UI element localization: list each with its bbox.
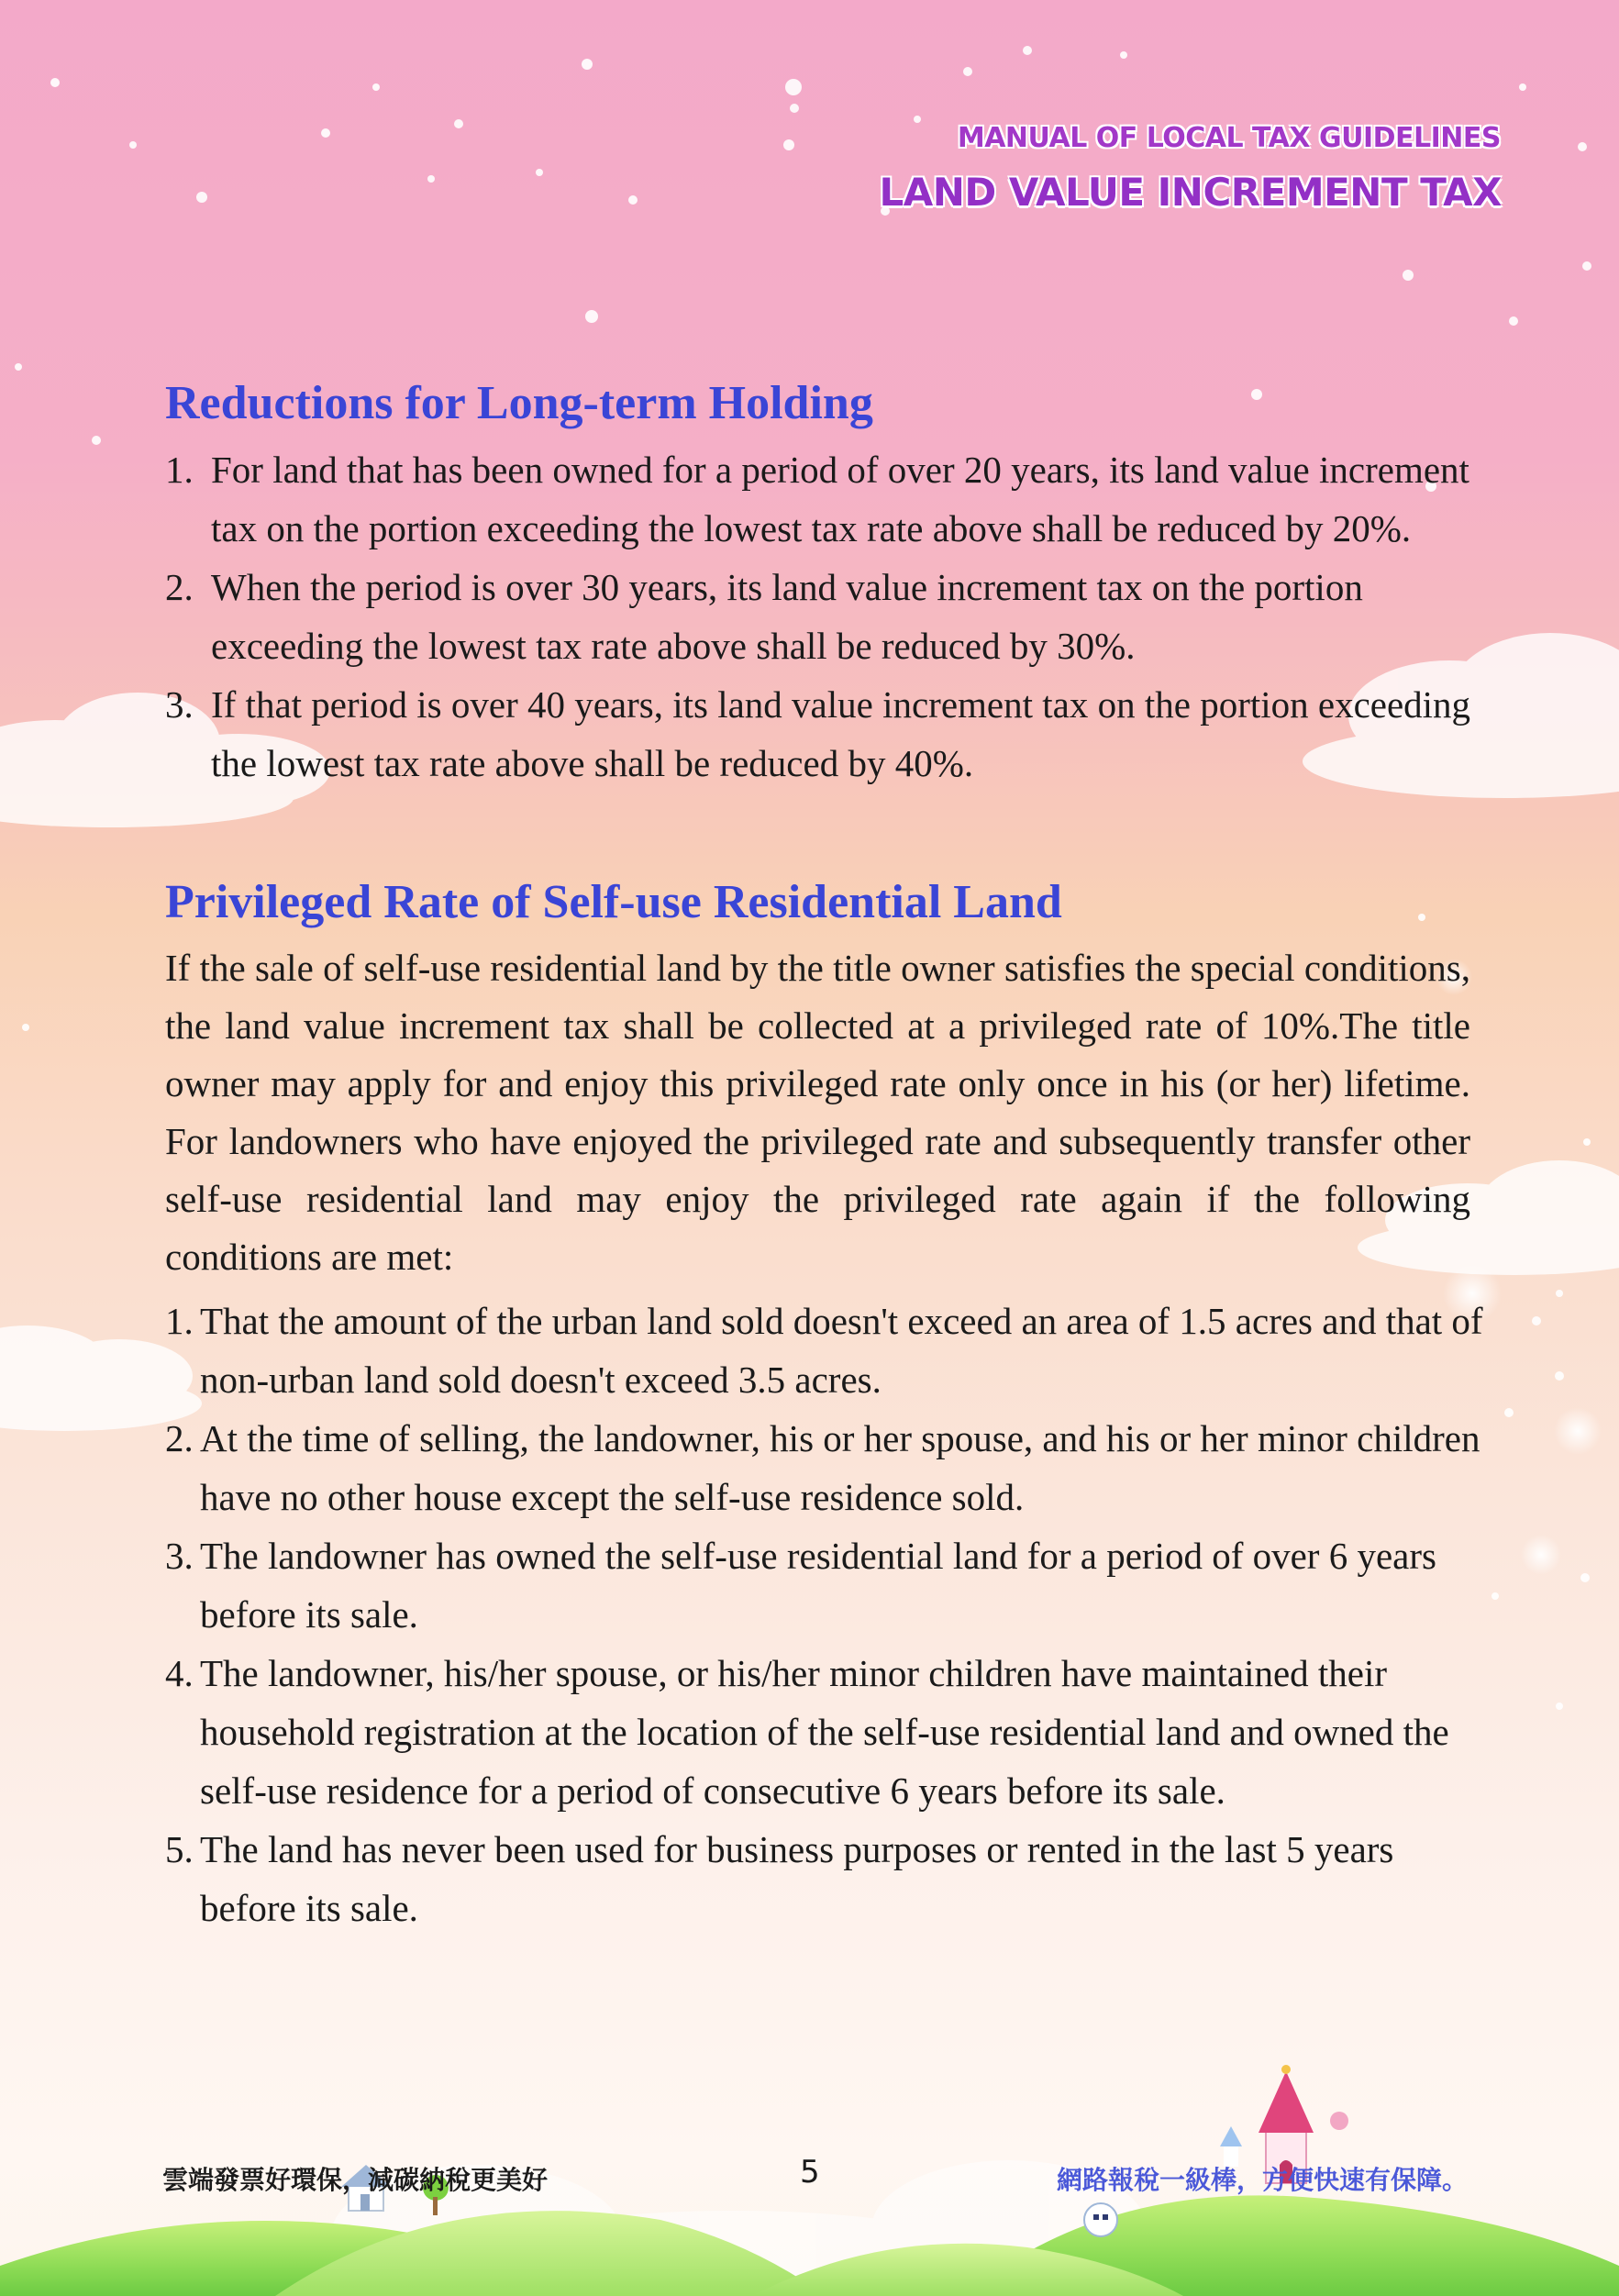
list-item [165,675,1486,793]
page-number: 5 [800,2154,820,2191]
main-content [165,367,1486,1937]
footer-slogan-right: 網路報稅一級棒，方便快速有保障。 [1056,2165,1468,2195]
section-privileged-rate [165,866,1486,1937]
item-number: 3. [165,1535,194,1577]
item-number: 5. [165,1828,194,1870]
list-item [165,1292,1486,1409]
item-text: At the time of selling, the landowner, his or her spouse, and his or her minor children have no other house except the self-use residence sold. [200,1417,1480,1518]
item-text: That the amount of the urban land sold doesn't exceed an area of 1.5 acres and that of non-urban land sold doesn't exceed 3.5 acres. [200,1300,1483,1401]
item-text: If that period is over 40 years, its land value increment tax on the portion exceeding the lowest tax rate above shall be reduced by 40%. [211,683,1471,784]
manual-subtitle: MANUAL OF LOCAL TAX GUIDELINES [957,122,1501,154]
item-text: The landowner, his/her spouse, or his/her minor children have maintained their household registration at the location of the self-use residential land and owned the self-use residence for a period of consecutive 6 years before its sale. [200,1652,1449,1812]
section-title: Reductions for Long-term Holding [165,377,873,429]
reduction-list [165,440,1486,793]
list-item [165,440,1486,558]
list-item [165,1820,1486,1937]
section-title: Privileged Rate of Self-use Residential Land [165,876,1062,928]
item-number: 1. [165,1300,194,1342]
item-text: The land has never been used for business purposes or rented in the last 5 years before its sale. [200,1828,1394,1929]
section-long-term-holding [165,367,1486,793]
item-text: The landowner has owned the self-use residential land for a period of over 6 years before its sale. [200,1535,1436,1636]
conditions-list [165,1292,1486,1937]
list-item [165,1409,1486,1526]
item-number: 4. [165,1652,194,1694]
list-item [165,558,1486,675]
list-item [165,1644,1486,1820]
item-text: When the period is over 30 years, its land value increment tax on the portion exceeding the lowest tax rate above shall be reduced by 30%. [211,566,1363,667]
item-number: 2. [165,1417,194,1459]
footer-slogan-left: 雲端發票好環保，減碳納稅更美好 [162,2165,549,2195]
manual-title: LAND VALUE INCREMENT TAX [879,170,1502,215]
item-number: 3. [165,683,194,726]
item-number: 2. [165,566,194,608]
item-number: 1. [165,449,194,491]
list-item [165,1526,1486,1644]
item-text: For land that has been owned for a period of over 20 years, its land value increment tax on the portion exceeding the lowest tax rate above shall be reduced by 20%. [211,449,1469,549]
intro-paragraph: If the sale of self-use residential land by the title owner satisfies the special conditions, the land value increment tax shall be collected at a privileged rate of 10%.The title owner may apply for and enjoy this privileged rate only once in his (or her) lifetime. For landowners who have enjoyed the privileged rate and subsequently transfer other self-use residential land may enjoy the privileged rate again if the following conditions are met: [165,947,1470,1278]
